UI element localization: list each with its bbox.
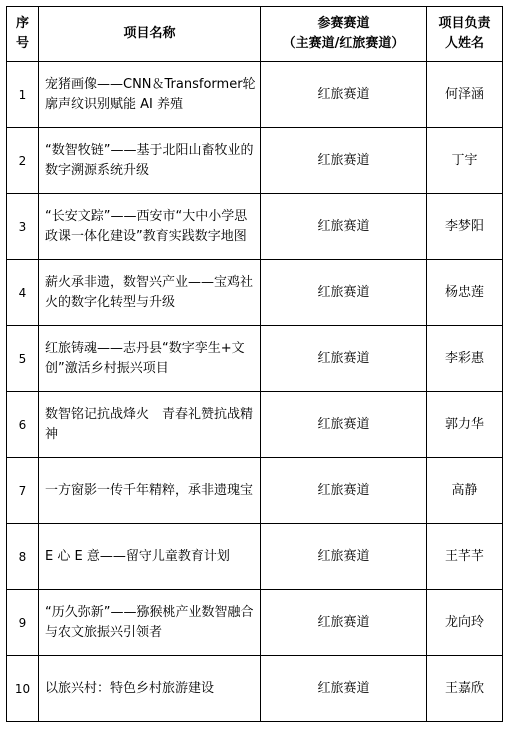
track: 红旅赛道 bbox=[261, 62, 427, 128]
track: 红旅赛道 bbox=[261, 260, 427, 326]
row-number: 5 bbox=[7, 326, 39, 392]
table-header-row bbox=[7, 7, 503, 62]
table-row bbox=[7, 326, 503, 392]
row-number: 9 bbox=[7, 590, 39, 656]
lead-name: 王芊芊 bbox=[427, 524, 503, 590]
project-name: 薪火承非遗，数智兴产业——宝鸡社火的数字化转型与升级 bbox=[39, 260, 261, 326]
table-row bbox=[7, 524, 503, 590]
track: 红旅赛道 bbox=[261, 392, 427, 458]
track: 红旅赛道 bbox=[261, 326, 427, 392]
lead-name: 何泽涵 bbox=[427, 62, 503, 128]
header-lead: 项目负责 人姓名 bbox=[427, 7, 503, 62]
lead-name: 丁宇 bbox=[427, 128, 503, 194]
table-row bbox=[7, 128, 503, 194]
lead-name: 杨忠莲 bbox=[427, 260, 503, 326]
row-number: 8 bbox=[7, 524, 39, 590]
track: 红旅赛道 bbox=[261, 194, 427, 260]
project-name: “历久弥新”——猕猴桃产业数智融合与农文旅振兴引领者 bbox=[39, 590, 261, 656]
track: 红旅赛道 bbox=[261, 458, 427, 524]
table-row bbox=[7, 458, 503, 524]
table-row bbox=[7, 194, 503, 260]
row-number: 6 bbox=[7, 392, 39, 458]
row-number: 1 bbox=[7, 62, 39, 128]
project-name: 以旅兴村：特色乡村旅游建设 bbox=[39, 656, 261, 722]
header-project-name: 项目名称 bbox=[39, 7, 261, 62]
track: 红旅赛道 bbox=[261, 590, 427, 656]
project-table bbox=[6, 6, 503, 722]
header-track: 参赛赛道 （主赛道/红旅赛道） bbox=[261, 7, 427, 62]
lead-name: 李梦阳 bbox=[427, 194, 503, 260]
lead-name: 高静 bbox=[427, 458, 503, 524]
table-row bbox=[7, 62, 503, 128]
project-name: “长安文踪”——西安市“大中小学思政课一体化建设”教育实践数字地图 bbox=[39, 194, 261, 260]
project-name: E 心 E 意——留守儿童教育计划 bbox=[39, 524, 261, 590]
project-name: 数智铭记抗战烽火 青春礼赞抗战精神 bbox=[39, 392, 261, 458]
lead-name: 李彩惠 bbox=[427, 326, 503, 392]
row-number: 7 bbox=[7, 458, 39, 524]
table-row bbox=[7, 590, 503, 656]
track: 红旅赛道 bbox=[261, 656, 427, 722]
row-number: 10 bbox=[7, 656, 39, 722]
header-seq: 序 号 bbox=[7, 7, 39, 62]
table-row bbox=[7, 392, 503, 458]
track: 红旅赛道 bbox=[261, 524, 427, 590]
lead-name: 王嘉欣 bbox=[427, 656, 503, 722]
track: 红旅赛道 bbox=[261, 128, 427, 194]
lead-name: 郭力华 bbox=[427, 392, 503, 458]
lead-name: 龙向玲 bbox=[427, 590, 503, 656]
table-row bbox=[7, 656, 503, 722]
table-row bbox=[7, 260, 503, 326]
project-name: 宠猪画像——CNN＆Transformer轮廓声纹识别赋能 AI 养殖 bbox=[39, 62, 261, 128]
project-name: 红旅铸魂——志丹县“数字孪生+文创”激活乡村振兴项目 bbox=[39, 326, 261, 392]
project-name: “数智牧链”——基于北阳山畜牧业的数字溯源系统升级 bbox=[39, 128, 261, 194]
row-number: 4 bbox=[7, 260, 39, 326]
row-number: 3 bbox=[7, 194, 39, 260]
row-number: 2 bbox=[7, 128, 39, 194]
project-name: 一方窗影一传千年精粹，承非遗瑰宝 bbox=[39, 458, 261, 524]
